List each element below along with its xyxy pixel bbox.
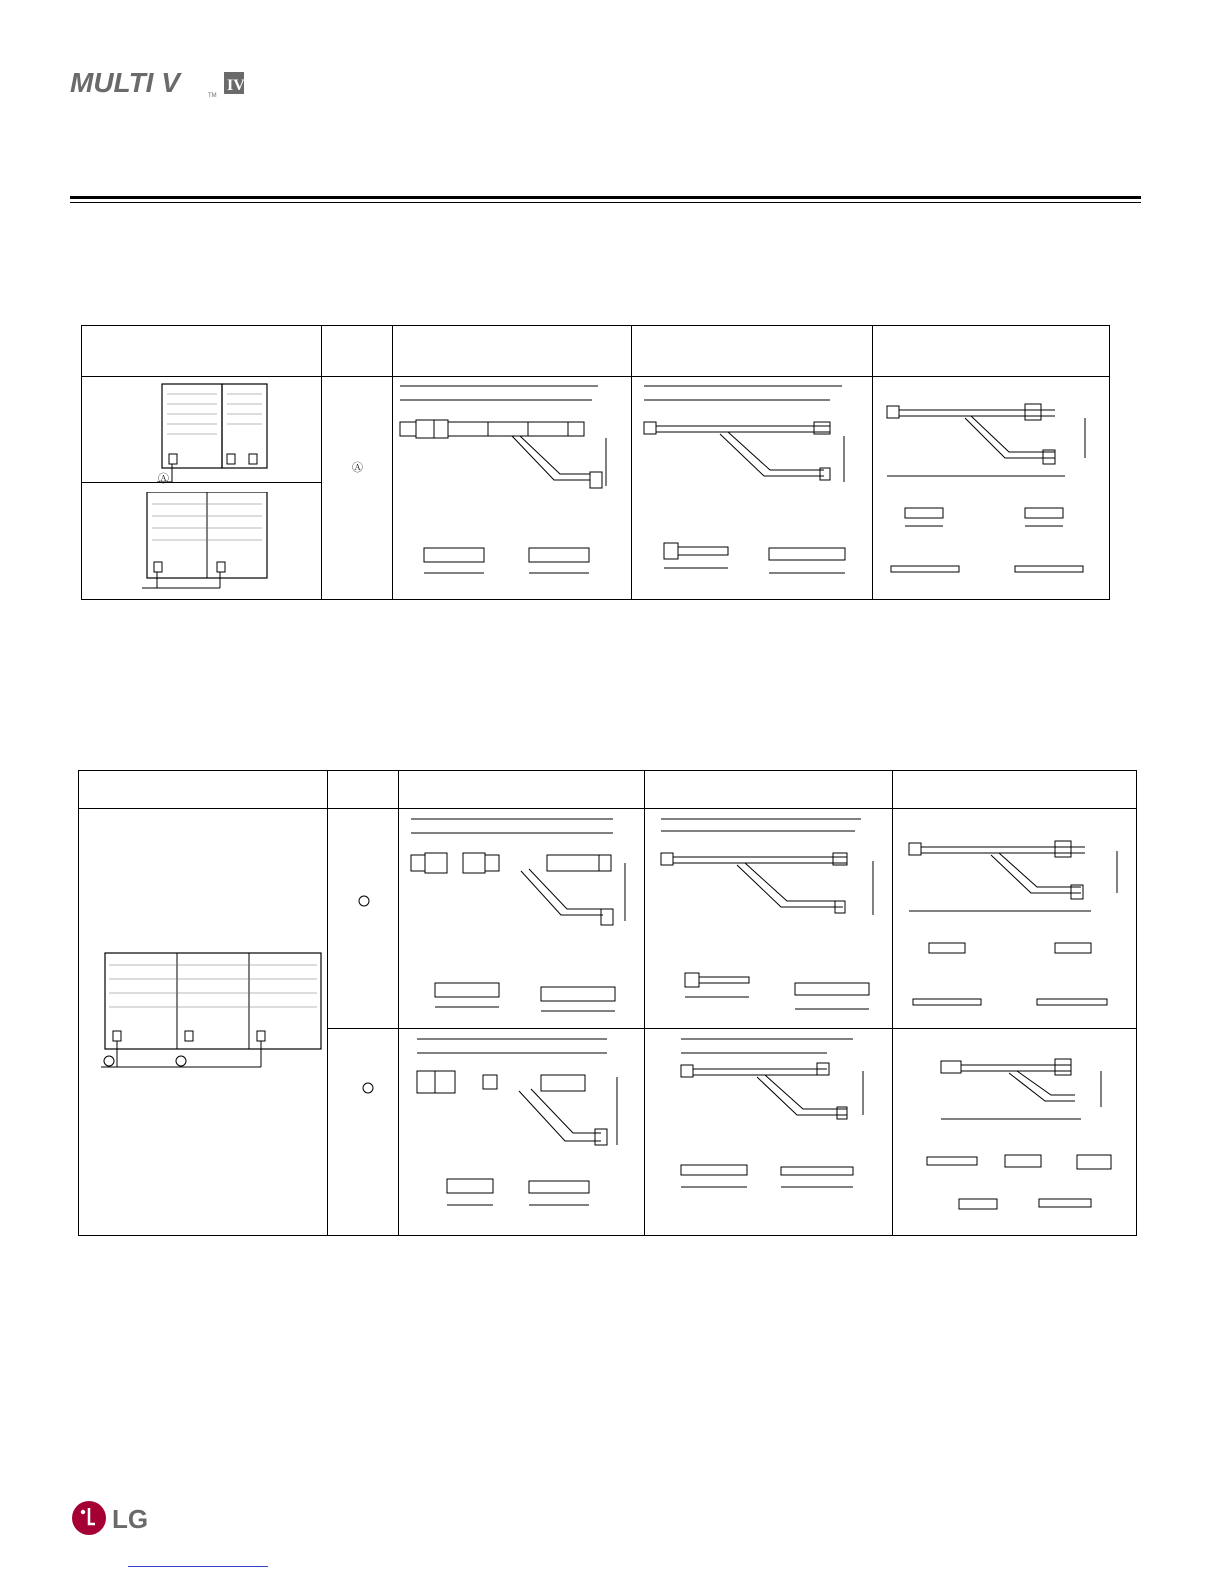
y-branch-diagram-8 — [647, 1031, 891, 1231]
table2-col-divider — [644, 771, 645, 1235]
y-branch-diagram-4 — [401, 811, 641, 1025]
table1-header-divider — [82, 376, 1109, 377]
table2-marker-row2 — [361, 1081, 375, 1095]
y-branch-diagram-9 — [895, 1031, 1135, 1231]
y-branch-diagram-3 — [875, 378, 1107, 596]
brand-generation: IV — [227, 77, 245, 94]
table2-row-divider — [327, 1028, 1136, 1029]
table2-col-divider — [398, 771, 399, 1235]
piping-table-1 — [81, 325, 1110, 600]
piping-table-2 — [78, 770, 1137, 1236]
table1-marker: Ⓐ — [352, 461, 363, 474]
table1-col-divider — [392, 326, 393, 599]
y-branch-diagram-1 — [394, 378, 630, 596]
unit-marker-a: Ⓐ — [158, 472, 169, 485]
header-rule-thin — [70, 202, 1141, 203]
outdoor-unit-triple-illustration — [101, 951, 327, 1071]
y-branch-diagram-2 — [634, 378, 870, 596]
table2-header-divider — [79, 808, 1136, 809]
footer-link[interactable] — [128, 1552, 268, 1567]
table1-unit-divider — [82, 482, 321, 483]
y-branch-diagram-7 — [401, 1031, 641, 1231]
brand-logo-text: MULTI V — [70, 67, 180, 98]
table2-col-divider — [327, 771, 328, 1235]
header-rule-thick — [70, 196, 1141, 199]
lg-logo — [70, 1498, 160, 1538]
brand-tm: TM — [208, 93, 217, 99]
lg-logo-text: LG — [112, 1504, 149, 1534]
table2-col-divider — [892, 771, 893, 1235]
y-branch-diagram-6 — [895, 811, 1135, 1025]
y-branch-diagram-5 — [647, 811, 891, 1025]
outdoor-unit-pair-illustration — [157, 382, 307, 482]
multi-v-logo — [70, 64, 250, 100]
table2-marker-row1 — [357, 894, 371, 908]
table1-col-divider — [631, 326, 632, 599]
outdoor-unit-quad-illustration — [142, 492, 322, 598]
table1-col-divider — [872, 326, 873, 599]
